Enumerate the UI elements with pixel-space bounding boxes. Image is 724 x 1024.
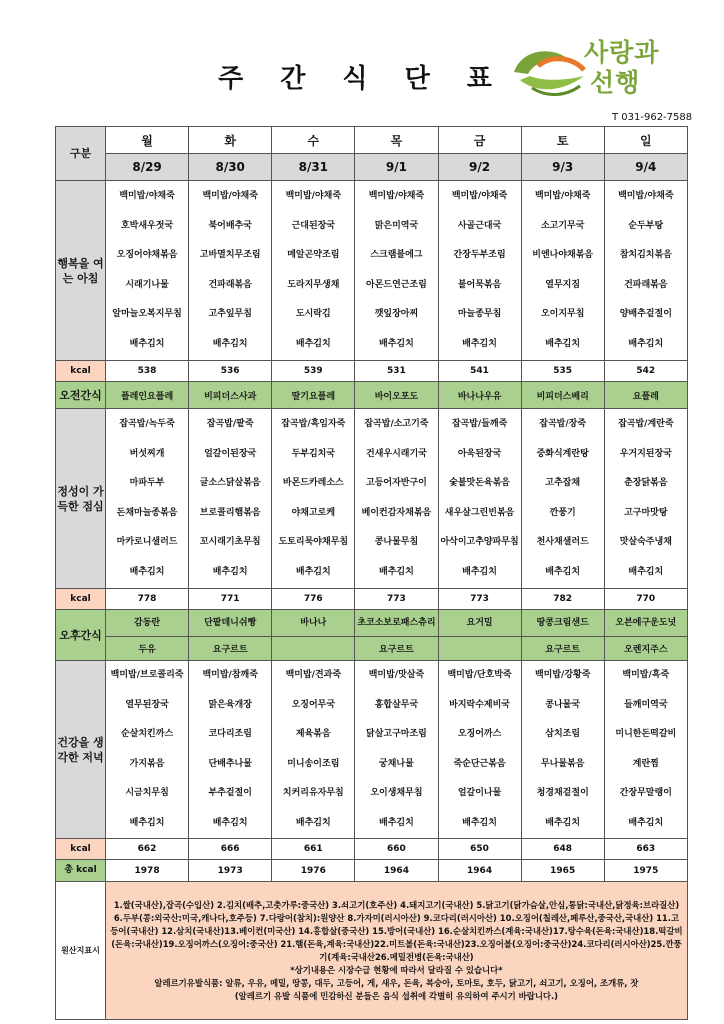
logo-line2: 선행 (590, 68, 641, 97)
total-kcal-row (56, 860, 688, 882)
menu-item: 바지락수제비국 (449, 699, 510, 710)
menu-item: 춘장닭볶음 (624, 478, 668, 488)
kcal-value: 770 (604, 589, 687, 610)
date-header: 9/4 (604, 154, 687, 181)
menu-item: 비엔나야채볶음 (532, 250, 594, 260)
menu-item: 근대된장국 (291, 220, 336, 231)
snack-item: 감동란 (106, 610, 189, 637)
menu-item: 코다리조림 (208, 729, 252, 739)
origin-notes (106, 882, 688, 1020)
menu-item: 계란찜 (632, 758, 659, 769)
afternoon-snack-row-1 (56, 610, 688, 637)
kcal-value: 541 (438, 361, 521, 382)
menu-item: 잡곡밥/팥죽 (206, 419, 254, 429)
menu-item: 백미밥/브로콜리죽 (110, 670, 184, 680)
menu-item: 숯불맛돈육볶음 (449, 478, 510, 488)
menu-item: 배추김치 (212, 817, 248, 828)
menu-item: 배추김치 (295, 817, 331, 828)
menu-item: 바몬드카레소스 (282, 478, 344, 488)
kcal-value: 535 (521, 361, 604, 382)
lunch-menu-cell (189, 409, 272, 589)
menu-item: 잡곡밥/계란죽 (618, 419, 674, 429)
menu-item: 순살치킨까스 (120, 729, 174, 739)
snack-item: 오븐에구운도넛 (604, 610, 687, 637)
menu-item: 배추김치 (628, 566, 664, 577)
logo-line1: 사랑과 (584, 38, 660, 67)
afternoon-snack-label: 오후간식 (56, 610, 106, 661)
menu-item: 고바멸치무조림 (199, 250, 261, 260)
day-header: 금 (438, 127, 521, 154)
menu-item: 잡곡밥/장죽 (539, 419, 587, 429)
menu-item: 고추잎무침 (208, 309, 252, 319)
menu-item: 천사채샐러드 (536, 537, 589, 547)
menu-item: 닭살고구마조림 (366, 729, 427, 739)
menu-item: 아삭이고추양파무침 (440, 537, 519, 547)
day-header: 토 (521, 127, 604, 154)
kcal-value: 778 (106, 589, 189, 610)
snack-item: 비피더스베리 (521, 382, 604, 409)
snack-item: 비피더스사과 (189, 382, 272, 409)
menu-item: 시금치무침 (125, 788, 169, 798)
total-kcal-value: 1973 (189, 860, 272, 882)
snack-item: 초코소보로패스츄리 (355, 610, 438, 637)
kcal-label: kcal (56, 839, 106, 860)
menu-item: 버섯찌개 (129, 448, 165, 459)
snack-item: 바나나 (272, 610, 355, 637)
menu-item: 아몬드연근조림 (366, 279, 427, 290)
menu-item: 배추김치 (545, 338, 581, 349)
total-kcal-value: 1976 (272, 860, 355, 882)
menu-item: 삼치조림 (545, 729, 581, 739)
menu-item: 배추김치 (212, 566, 248, 577)
menu-item: 배추김치 (462, 566, 497, 577)
menu-item: 얼갈이된장국 (204, 448, 257, 459)
menu-item: 아욱된장국 (457, 448, 502, 459)
snack-item: 요구르트 (189, 637, 272, 661)
menu-item: 백미밥/맛살죽 (368, 670, 425, 680)
menu-item: 백미밥/야채죽 (451, 191, 508, 201)
lunch-menu-cell (438, 409, 521, 589)
date-header: 8/31 (272, 154, 355, 181)
menu-item: 미니송이조림 (287, 758, 340, 769)
menu-item: 홍합살무국 (374, 699, 419, 710)
header-row-dates (56, 154, 688, 181)
menu-item: 우거지된장국 (619, 448, 672, 459)
menu-item: 들깨미역국 (624, 699, 668, 710)
menu-item: 배추김치 (295, 338, 331, 349)
menu-item: 도토리묵야채무침 (278, 537, 349, 547)
menu-item: 부추겉절이 (208, 788, 252, 798)
menu-item: 중화식계란탕 (536, 448, 589, 459)
header-label: 구분 (56, 127, 106, 181)
menu-item: 콩나물무침 (374, 537, 419, 547)
breakfast-label: 행복을 여는 아침 (56, 181, 106, 361)
day-header: 수 (272, 127, 355, 154)
origin-text: 1.쌀(국내산),잡곡(수입산) 2.김치(배추,고춧가루:중국산) 3.쇠고기(호주산) 4.돼지고기(국내산) 5.닭고기(닭가슴살,안심,통닭:국내산,닭정육:브라질산) 6.두부(콩:외국산:미국,캐나다,호주등) 7.다랑어(참치):원양산 8.가자미(러시아산) 9.코다리(러시아산) 10.오징어(칠레산,페루산,중국산,국내산) 11.고등어(국내산) 12.삼치(국내산)13.베이컨(미국산) 14.홍합살(중국산) 15.방어(국내산) 16.순살치킨까스(계육:국내산)17.탕수육(돈육:국내산)18.떡갈비(돈육:국내산)19.오징어까스(오징어:중국산) 21.햄(돈육,계육:국내산)22.미트볼(돈육:국내산)23.오징어볼(오징어:중국산)24.코다리(러시아산)25.깐풍기(계육:국내산26.메밀전병(돈육:국내산) (110, 899, 683, 962)
breakfast-kcal-row (56, 361, 688, 382)
menu-item: 배추김치 (212, 338, 248, 349)
kcal-value: 650 (438, 839, 521, 860)
snack-item: 요구르트 (521, 637, 604, 661)
menu-item: 배추김치 (462, 817, 497, 828)
day-header: 일 (604, 127, 687, 154)
menu-item: 북어배추국 (208, 220, 252, 231)
menu-item: 제육볶음 (295, 729, 331, 739)
menu-item: 꼬시래기초무침 (199, 537, 261, 547)
menu-item: 소고기무국 (540, 220, 585, 231)
menu-item: 백미밥/야채죽 (202, 191, 258, 201)
lunch-row (56, 409, 688, 589)
menu-item: 백미밥/견과죽 (285, 670, 342, 680)
menu-item: 배추김치 (545, 817, 581, 828)
snack-item: 플레인요플레 (106, 382, 189, 409)
phone-number: T 031-962-7588 (612, 112, 693, 123)
kcal-value: 663 (604, 839, 687, 860)
kcal-value: 666 (189, 839, 272, 860)
dinner-menu-cell (272, 661, 355, 839)
menu-item: 깐풍기 (549, 507, 576, 518)
menu-item: 백미밥/단호박죽 (447, 670, 512, 680)
menu-item: 단배추나물 (208, 758, 252, 769)
breakfast-menu-cell (604, 181, 687, 361)
menu-item: 백미밥/야채죽 (368, 191, 425, 201)
menu-item: 불어묵볶음 (457, 279, 502, 290)
menu-item: 얼갈이나물 (457, 788, 502, 798)
kcal-value: 539 (272, 361, 355, 382)
weekly-menu-table (55, 126, 688, 1020)
menu-item: 깻잎장아찌 (374, 309, 419, 319)
total-kcal-value: 1975 (604, 860, 687, 882)
kcal-value: 771 (189, 589, 272, 610)
breakfast-menu-cell (189, 181, 272, 361)
origin-label: 원산지표시 (56, 882, 106, 1020)
menu-item: 순두부탕 (628, 220, 664, 231)
date-header: 9/1 (355, 154, 438, 181)
menu-item: 백미밥/참깨죽 (202, 670, 258, 680)
menu-item: 호박새우젓국 (120, 220, 174, 231)
menu-item: 맛살숙주냉채 (619, 537, 672, 547)
menu-item: 잡곡밥/소고기죽 (364, 419, 429, 429)
breakfast-menu-cell (521, 181, 604, 361)
breakfast-menu-cell (106, 181, 189, 361)
menu-item: 궁채나물 (379, 758, 414, 769)
header-row-days (56, 127, 688, 154)
dinner-menu-cell (604, 661, 687, 839)
menu-item: 잡곡밥/녹두죽 (119, 419, 175, 429)
menu-item: 죽순단근볶음 (453, 758, 506, 769)
menu-item: 마파두부 (129, 478, 165, 488)
menu-item: 백미밥/야채죽 (285, 191, 342, 201)
menu-item: 새우살그린빈볶음 (444, 507, 515, 518)
lunch-label: 정성이 가득한 점심 (56, 409, 106, 589)
menu-item: 콩나물국 (545, 699, 581, 710)
page-title: 주 간 식 단 표 (218, 64, 506, 94)
menu-item: 오이생채무침 (370, 788, 423, 798)
menu-item: 미니한돈떡갈비 (615, 729, 677, 739)
total-kcal-value: 1964 (355, 860, 438, 882)
menu-item: 두부김치국 (291, 448, 336, 459)
lunch-menu-cell (106, 409, 189, 589)
date-header: 8/29 (106, 154, 189, 181)
kcal-value: 531 (355, 361, 438, 382)
menu-item: 무나물볶음 (540, 758, 585, 769)
total-kcal-value: 1964 (438, 860, 521, 882)
menu-item: 배추김치 (545, 566, 581, 577)
menu-item: 오징어무국 (291, 699, 336, 710)
menu-item: 도시락김 (295, 309, 331, 319)
menu-item: 잡곡밥/흑임자죽 (281, 419, 346, 429)
menu-item: 잡곡밥/들깨죽 (451, 419, 508, 429)
menu-item: 배추김치 (379, 817, 414, 828)
menu-item: 글소스닭살볶음 (199, 478, 261, 488)
afternoon-snack-row-2 (56, 637, 688, 661)
menu-item: 건파래볶음 (624, 279, 668, 290)
menu-item: 야채고로케 (291, 507, 336, 518)
menu-item: 배추김치 (462, 338, 497, 349)
total-kcal-value: 1978 (106, 860, 189, 882)
menu-item: 마카로니샐러드 (116, 537, 178, 547)
menu-item: 배추김치 (295, 566, 331, 577)
snack-item: 두유 (106, 637, 189, 661)
morning-snack-row (56, 382, 688, 409)
menu-item: 참치김치볶음 (619, 250, 672, 260)
breakfast-menu-cell (438, 181, 521, 361)
menu-item: 간장무말랭이 (619, 788, 672, 798)
kcal-value: 536 (189, 361, 272, 382)
origin-allergy: 알레르기유발식품: 알류, 우유, 메밀, 땅콩, 대두, 고등어, 게, 새우, 돈육, 복숭아, 토마토, 호두, 닭고기, 쇠고기, 오징어, 조개류, 잣 (154, 977, 639, 988)
menu-item: 고구마맛탕 (624, 507, 668, 518)
kcal-label: kcal (56, 589, 106, 610)
snack-item (438, 637, 521, 661)
snack-item (272, 637, 355, 661)
origin-row (56, 882, 688, 1020)
menu-item: 간장두부조림 (453, 250, 506, 260)
snack-item: 바이오포도 (355, 382, 438, 409)
kcal-value: 662 (106, 839, 189, 860)
dinner-menu-cell (438, 661, 521, 839)
dinner-menu-cell (521, 661, 604, 839)
menu-item: 양배추겉절이 (619, 309, 672, 319)
dinner-menu-cell (189, 661, 272, 839)
menu-item: 백미밥/야채죽 (618, 191, 674, 201)
day-header: 화 (189, 127, 272, 154)
menu-item: 열무된장국 (125, 699, 169, 710)
menu-item: 배추김치 (379, 566, 414, 577)
breakfast-row (56, 181, 688, 361)
dinner-menu-cell (106, 661, 189, 839)
snack-item: 요구르트 (355, 637, 438, 661)
menu-item: 치커리유자무침 (282, 788, 344, 798)
date-header: 9/3 (521, 154, 604, 181)
logo-text (584, 38, 659, 98)
date-header: 9/2 (438, 154, 521, 181)
menu-item: 고등어자반구이 (366, 478, 427, 488)
snack-item: 오렌지주스 (604, 637, 687, 661)
day-header: 월 (106, 127, 189, 154)
menu-item: 메알곤약조림 (287, 250, 340, 260)
menu-item: 열무지짐 (545, 279, 581, 290)
kcal-value: 776 (272, 589, 355, 610)
kcal-value: 648 (521, 839, 604, 860)
menu-item: 배추김치 (628, 817, 664, 828)
snack-item: 요플레 (604, 382, 687, 409)
total-kcal-value: 1965 (521, 860, 604, 882)
menu-item: 사골근대국 (457, 220, 502, 231)
menu-item: 배추김치 (628, 338, 664, 349)
menu-item: 맑은육개장 (208, 699, 252, 710)
kcal-value: 660 (355, 839, 438, 860)
lunch-menu-cell (355, 409, 438, 589)
kcal-value: 782 (521, 589, 604, 610)
kcal-value: 773 (438, 589, 521, 610)
menu-item: 마늘종무침 (457, 309, 502, 319)
lunch-kcal-row (56, 589, 688, 610)
menu-item: 베이컨감자채볶음 (361, 507, 432, 518)
breakfast-menu-cell (355, 181, 438, 361)
menu-item: 고추잡채 (545, 478, 581, 488)
dinner-row (56, 661, 688, 839)
day-header: 목 (355, 127, 438, 154)
snack-item: 단팥데니쉬빵 (189, 610, 272, 637)
snack-item: 딸기요플레 (272, 382, 355, 409)
menu-item: 알마늘오복지무침 (112, 309, 182, 319)
menu-item: 배추김치 (379, 338, 414, 349)
menu-item: 맑은미역국 (374, 220, 419, 231)
breakfast-menu-cell (272, 181, 355, 361)
lunch-menu-cell (272, 409, 355, 589)
snack-item: 바나나우유 (438, 382, 521, 409)
snack-item: 땅콩크림샌드 (521, 610, 604, 637)
menu-item: 백미밥/강황죽 (534, 670, 591, 680)
total-kcal-label: 총 kcal (56, 860, 106, 882)
dinner-label: 건강을 생각한 저녁 (56, 661, 106, 839)
menu-item: 청경채겉절이 (536, 788, 589, 798)
menu-item: 스크램블에그 (370, 250, 423, 260)
dinner-menu-cell (355, 661, 438, 839)
kcal-value: 773 (355, 589, 438, 610)
menu-item: 배추김치 (129, 817, 165, 828)
menu-item: 오징어까스 (457, 729, 502, 739)
menu-item: 백미밥/야채죽 (534, 191, 591, 201)
menu-item: 건파래볶음 (208, 279, 252, 290)
menu-item: 오이지무침 (540, 309, 585, 319)
lunch-menu-cell (521, 409, 604, 589)
origin-note: *상기내용은 시장수급 현황에 따라서 달라질 수 있습니다* (290, 964, 503, 975)
menu-item: 도라지무생채 (287, 279, 340, 290)
kcal-value: 542 (604, 361, 687, 382)
dinner-kcal-row (56, 839, 688, 860)
lunch-menu-cell (604, 409, 687, 589)
menu-item: 배추김치 (129, 566, 165, 577)
kcal-value: 661 (272, 839, 355, 860)
menu-item: 가지볶음 (129, 758, 165, 769)
morning-snack-label: 오전간식 (56, 382, 106, 409)
menu-item: 건새우시래기국 (366, 448, 427, 459)
menu-item: 오징어야채볶음 (116, 250, 178, 260)
snack-item: 요거밀 (438, 610, 521, 637)
kcal-label: kcal (56, 361, 106, 382)
menu-item: 백미밥/야채죽 (119, 191, 175, 201)
menu-item: 시래기나물 (125, 279, 169, 290)
date-header: 8/30 (189, 154, 272, 181)
kcal-value: 538 (106, 361, 189, 382)
menu-item: 브로콜리햄볶음 (199, 507, 261, 518)
menu-item: 백미밥/흑죽 (622, 670, 670, 680)
menu-item: 배추김치 (129, 338, 165, 349)
origin-allergy-note: (알레르기 유발 식품에 민감하신 분들은 음식 섭취에 각별히 유의하여 주시기 바랍니다.) (234, 990, 559, 1001)
menu-item: 돈채마늘종볶음 (116, 507, 178, 518)
